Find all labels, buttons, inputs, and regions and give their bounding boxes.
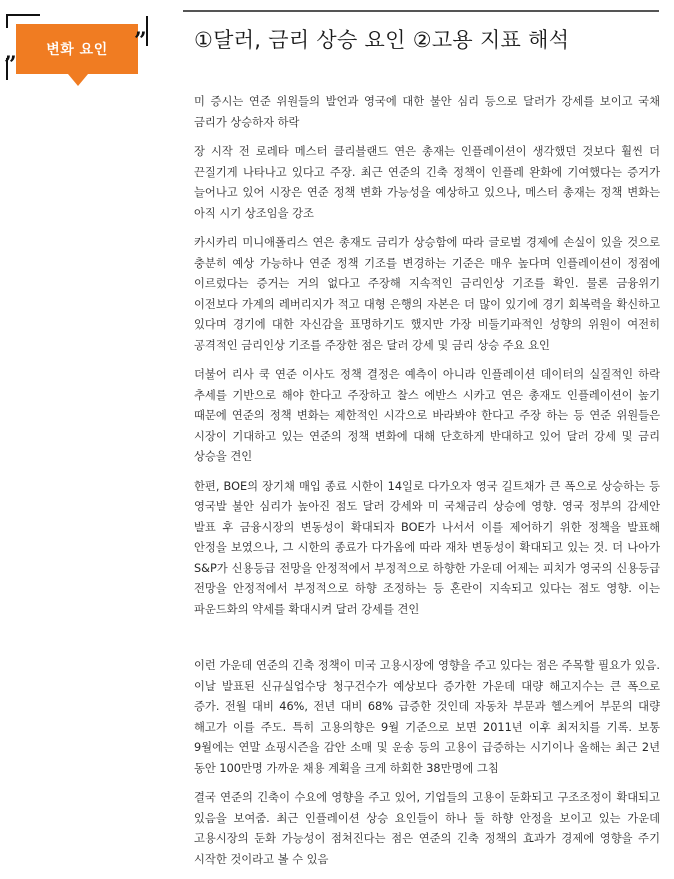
badge-label: 변화 요인 (16, 24, 138, 74)
paragraph: 한편, BOE의 장기채 매입 종료 시한이 14일로 다가오자 영국 길트채가 큰 폭으로 상승하는 등 영국발 불안 심리가 높아진 점도 달러 강세와 미 국채금리 상승에 영향. 영국 정부의 감세안 발표 후 금융시장의 변동성이 확대되자 BOE가 나서서 이를 제어하기 위한 정책을 발표해 안정을 보였으나, 그 시한의 종료가 다가옴에 따라 재차 변동성이 확대되고 있는 것. 더 나아가 S&P가 신용등급 전망을 안정적에서 부정적으로 하향한 가운데 어제는 피치가 영국의 신용등급 전망을 안정적에서 부정적으로 하향 조정하는 등 혼란이 지속되고 있다는 점도 영향. 이는 파운드화의 약세를 확대시켜 달러 강세를 견인 (194, 479, 660, 616)
frame-line-left-top (6, 14, 8, 28)
frame-line-top-left (6, 14, 40, 16)
paragraph: 더불어 리사 쿡 연준 이사도 정책 결정은 예측이 아니라 인플레이션 데이터의 실질적인 하락 추세를 기반으로 해야 한다고 주장하고 찰스 에반스 시카고 연은 총재도 인플레이션이 높기 때문에 연준의 정책 변화는 제한적인 시각으로 바라봐야 한다고 주장 하는 등 연준 위원들은 시장이 기대하고 있는 연준의 정책 변화에 대해 단호하게 반대하고 있어 달러 강세 및 금리 상승을 견인 (194, 368, 660, 463)
badge-pointer (68, 74, 88, 86)
section-badge (6, 14, 152, 96)
paragraph: 장 시작 전 로레타 메스터 클리블랜드 연은 총재는 인플레이션이 생각했던 것보다 훨씬 더 끈질기게 나타나고 있다고 주장. 최근 연준의 긴축 정책이 인플레 완화에 기여했다는 증거가 늘어나고 있어 시장은 연준 정책 변화 가능성을 예상하고 있으나, 메스터 총재는 정책 변화는 아직 시기 상조임을 강조 (194, 145, 660, 220)
close-quote-icon: ” (134, 28, 147, 54)
title-rule (183, 10, 659, 12)
paragraph: 미 증시는 연준 위원들의 발언과 영국에 대한 불안 심리 등으로 달러가 강세를 보이고 국채 금리가 상승하자 하락 (194, 95, 660, 129)
close-quote-icon-left: ” (4, 52, 17, 78)
paragraph: 이런 가운데 연준의 긴축 정책이 미국 고용시장에 영향을 주고 있다는 점은 주목할 필요가 있음. 이날 발표된 신규실업수당 청구건수가 예상보다 증가한 가운데 대량 해고지수는 큰 폭으로 증가. 전월 대비 46%, 전년 대비 68% 급증한 것인데 자동차 부문과 헬스케어 부문의 대량 해고가 이를 주도. 특히 고용의향은 9월 기준으로 보면 2011년 이후 최저치를 기록. 보통 9월에는 연말 쇼핑시즌을 감안 소매 및 운송 등의 고용이 급증하는 시기이나 올해는 최근 2년 동안 100만명 가까운 채용 계획을 크게 하회한 38만명에 그침 (194, 659, 660, 775)
page-title: ①달러, 금리 상승 요인 ②고용 지표 해석 (194, 28, 570, 52)
paragraph: 카시카리 미니애폴리스 연은 총재도 금리가 상승함에 따라 글로벌 경제에 손실이 있을 것으로 충분히 예상 가능하나 연준 정책 기조를 변경하는 기준은 매우 높다며 인플레이션이 정점에 이르렀다는 증거는 거의 없다고 주장해 지속적인 금리인상 기조를 확인. 물론 금융위기 이전보다 가계의 레버리지가 적고 대형 은행의 자본은 더 많이 있기에 경기 회복력을 확신하고 있다며 경기에 대한 자신감을 표명하기도 했지만 가장 비둘기파적인 성향의 위원이 여전히 공격적인 금리인상 기조를 주장한 점은 달러 강세 및 금리 상승 주요 요인 (194, 236, 660, 352)
paragraph: 결국 연준의 긴축이 수요에 영향을 주고 있어, 기업들의 고용이 둔화되고 구조조정이 확대되고 있음을 보여줌. 최근 인플레이션 상승 요인들이 하나 둘 하향 안정을 보이고 있는 가운데 고용시장의 둔화 가능성이 점쳐진다는 점은 연준의 긴축 정책의 효과가 경제에 영향을 주기 시작한 것이라고 볼 수 있음 (194, 791, 660, 866)
body-content (194, 92, 660, 879)
